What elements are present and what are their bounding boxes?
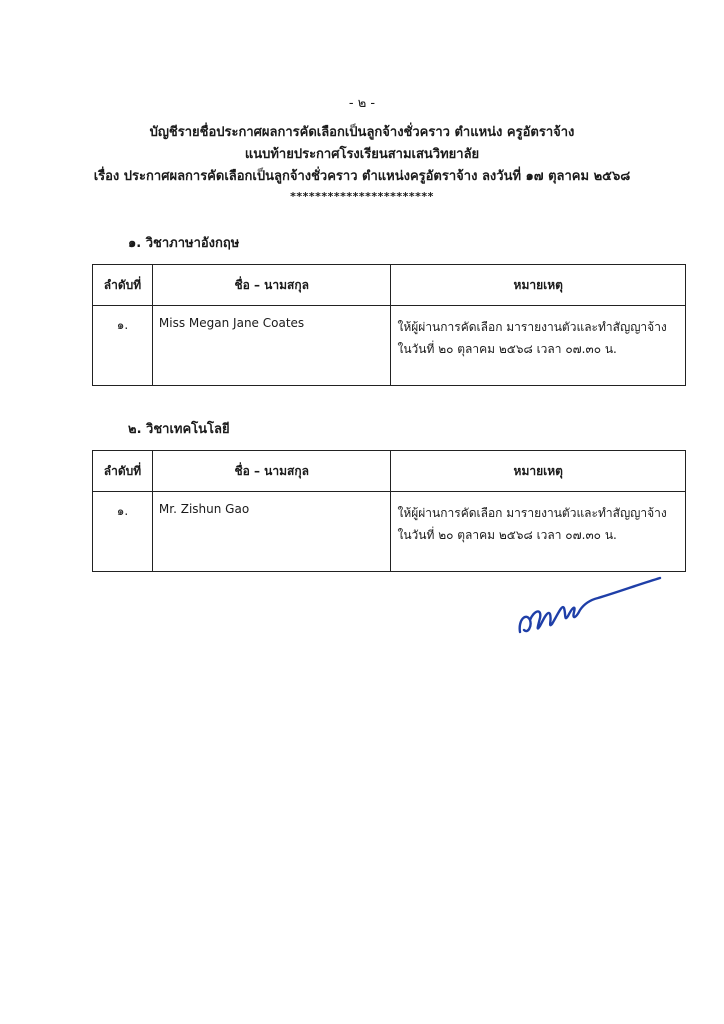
results-table-english (92, 264, 686, 386)
table-row (93, 306, 686, 386)
column-header-no: ลำดับที่ (93, 265, 153, 306)
header-separator: *********************** (290, 190, 434, 203)
header-title: บัญชีรายชื่อประกาศผลการคัดเลือกเป็นลูกจ้างชั่วคราว ตำแหน่ง ครูอัตราจ้าง (149, 125, 575, 140)
cell-name: Miss Megan Jane Coates (152, 306, 391, 386)
table-header-row (93, 451, 686, 492)
cell-note (391, 306, 686, 386)
column-header-note: หมายเหตุ (391, 451, 686, 492)
table-row (93, 492, 686, 572)
document-header (0, 122, 724, 204)
note-line: ให้ผู้ผ่านการคัดเลือก มารายงานตัวและทำสัญญาจ้าง (397, 506, 667, 520)
cell-no: ๑. (93, 492, 153, 572)
column-header-name: ชื่อ – นามสกุล (152, 451, 391, 492)
signature (514, 570, 664, 650)
column-header-no: ลำดับที่ (93, 451, 153, 492)
cell-name: Mr. Zishun Gao (152, 492, 391, 572)
column-header-name: ชื่อ – นามสกุล (152, 265, 391, 306)
cell-note (391, 492, 686, 572)
table-header-row (93, 265, 686, 306)
results-table-technology (92, 450, 686, 572)
note-line: ในวันที่ ๒๐ ตุลาคม ๒๕๖๘ เวลา ๐๗.๓๐ น. (397, 342, 617, 356)
header-subtitle: แนบท้ายประกาศโรงเรียนสามเสนวิทยาลัย (244, 147, 480, 162)
section-title-english: ๑. วิชาภาษาอังกฤษ (128, 236, 240, 251)
cell-no: ๑. (93, 306, 153, 386)
note-line: ให้ผู้ผ่านการคัดเลือก มารายงานตัวและทำสัญญาจ้าง (397, 320, 667, 334)
section-title-technology: ๒. วิชาเทคโนโลยี (128, 422, 230, 437)
header-subject: เรื่อง ประกาศผลการคัดเลือกเป็นลูกจ้างชั่วคราว ตำแหน่งครูอัตราจ้าง ลงวันที่ ๑๗ ตุลาคม ๒๕๖๘ (93, 169, 631, 184)
page-number: - ๒ - (348, 96, 376, 111)
note-line: ในวันที่ ๒๐ ตุลาคม ๒๕๖๘ เวลา ๐๗.๓๐ น. (397, 528, 617, 542)
column-header-note: หมายเหตุ (391, 265, 686, 306)
